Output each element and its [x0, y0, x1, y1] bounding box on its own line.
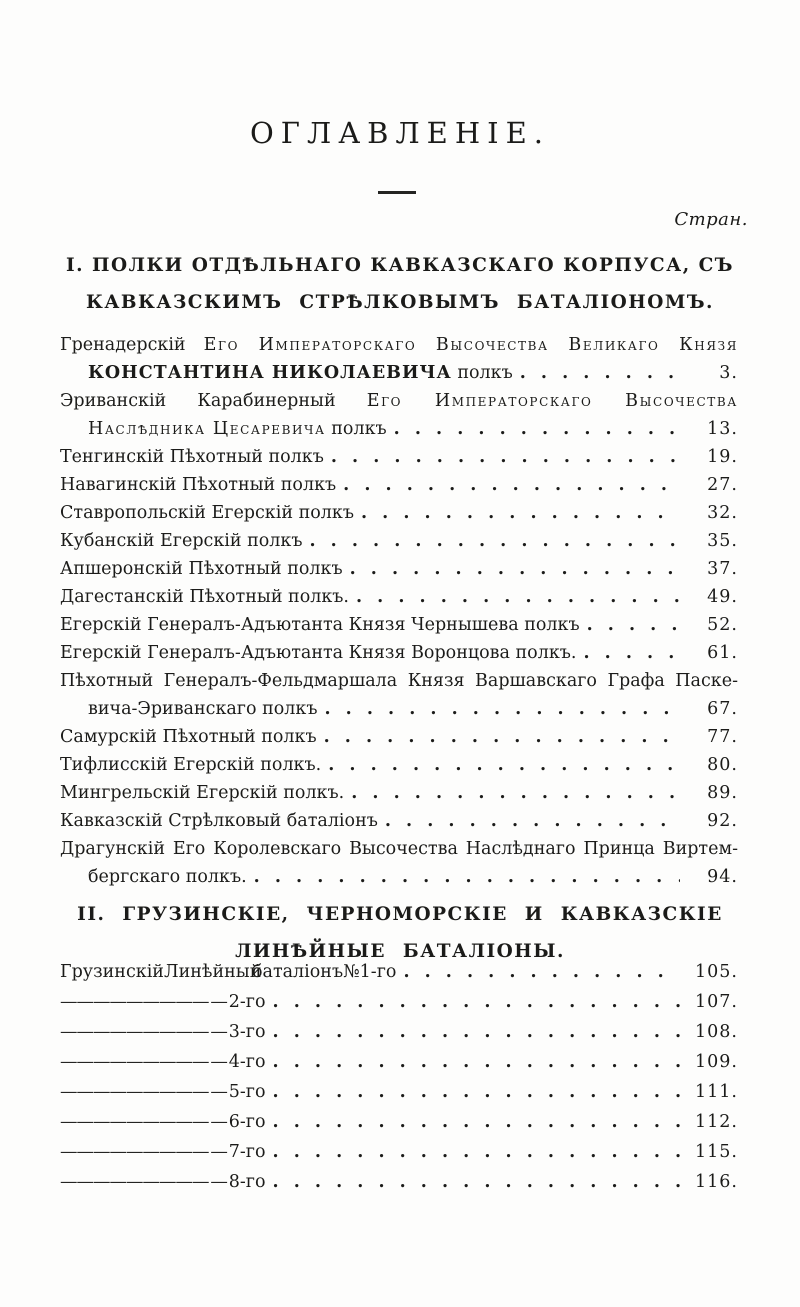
ditto-dash: ——— — [109, 1142, 159, 1162]
dot-leader — [343, 471, 680, 499]
page-number: 49. — [707, 587, 738, 607]
toc-entry-line — [60, 387, 738, 415]
page-number: 105. — [695, 962, 738, 982]
ditto-dash: ——— — [109, 1052, 159, 1072]
section-1-heading-line-2: КАВКАЗСКИМЪ СТРѢЛКОВЫМЪ БАТАЛІОНОМЪ. — [86, 292, 714, 313]
ditto-dash: ——— — [60, 1142, 110, 1162]
ditto-dash: ——— — [159, 1082, 209, 1102]
page-number: 89. — [707, 783, 738, 803]
dot-leader — [587, 611, 680, 639]
page-number: 27. — [707, 475, 738, 495]
page-number: 13. — [707, 419, 738, 439]
page-number: 37. — [707, 559, 738, 579]
ditto-dash: ——— — [159, 1142, 209, 1162]
toc-entry-line — [60, 471, 738, 499]
dot-leader — [254, 863, 680, 891]
ditto-dash-short: — — [210, 1082, 227, 1102]
battalion-number: 6-го — [228, 1112, 266, 1132]
entry-text: Эриванскій Карабинерный — [60, 391, 336, 411]
entry-text: полкъ — [331, 419, 387, 439]
toc-entry-line — [60, 527, 738, 555]
entry-text: Апшеронскій Пѣхотный полкъ — [60, 559, 343, 579]
page-number: 94. — [707, 867, 738, 887]
entry-text-smallcaps: Его Императорскаго Высочества — [366, 391, 738, 411]
ditto-dash-short: — — [210, 1112, 227, 1132]
entry-text-smallcaps: Наслѣдника Цесаревича — [88, 419, 326, 439]
dot-leader — [361, 499, 680, 527]
battalion-row — [60, 1137, 738, 1167]
entry-text: Драгунскій Его Королевскаго Высочества Наслѣднаго Принца Виртем- — [60, 839, 738, 859]
battalion-number: 2-го — [228, 992, 266, 1012]
toc-entry-line — [60, 359, 738, 387]
battalion-word-2: Линѣйный — [163, 962, 262, 982]
entry-text: Навагинскій Пѣхотный полкъ — [60, 475, 337, 495]
numero-sign: № — [343, 962, 360, 982]
page-number: 107. — [695, 992, 738, 1012]
regiments-toc-list — [60, 331, 738, 891]
entry-text: Егерскій Генералъ-Адъютанта Князя Воронцова полкъ. — [60, 643, 577, 663]
battalion-word-3: баталіонъ — [251, 962, 344, 982]
toc-entry-line — [60, 807, 738, 835]
toc-entry-line — [60, 695, 738, 723]
battalion-number: 3-го — [228, 1022, 266, 1042]
dot-leader — [273, 1047, 680, 1077]
ditto-dash: ——— — [159, 1052, 209, 1072]
page-number: 77. — [707, 727, 738, 747]
battalion-number: 8-го — [228, 1172, 266, 1192]
dot-leader — [273, 1017, 680, 1047]
dot-leader — [273, 1107, 680, 1137]
entry-text-smallcaps: Его Императорскаго Высочества Великаго Князя — [203, 335, 738, 355]
toc-entry-line — [60, 723, 738, 751]
entry-text: полкъ — [457, 363, 513, 383]
battalion-row — [60, 1017, 738, 1047]
entry-text: Егерскій Генералъ-Адъютанта Князя Чернышева полкъ — [60, 615, 580, 635]
page-number: 116. — [695, 1172, 738, 1192]
page-number: 67. — [707, 699, 738, 719]
dot-leader — [273, 1077, 680, 1107]
ditto-dash: ——— — [159, 1172, 209, 1192]
dot-leader — [273, 1167, 680, 1197]
section-1-heading — [40, 247, 760, 321]
dot-leader — [583, 639, 680, 667]
battalion-row — [60, 957, 738, 987]
entry-text: Самурскій Пѣхотный полкъ — [60, 727, 317, 747]
ditto-dash: ——— — [109, 1022, 159, 1042]
title-divider-rule — [378, 191, 416, 194]
page-title: ОГЛАВЛЕНІЕ. — [250, 116, 550, 150]
ditto-dash: ——— — [60, 1052, 110, 1072]
page-number: 32. — [707, 503, 738, 523]
battalion-row — [60, 1077, 738, 1107]
entry-text: Тенгинскій Пѣхотный полкъ — [60, 447, 324, 467]
dot-leader — [394, 415, 680, 443]
battalion-row — [60, 1047, 738, 1077]
toc-entry-line — [60, 499, 738, 527]
dot-leader — [331, 443, 680, 471]
ditto-dash-short: — — [210, 1052, 227, 1072]
battalion-word-1: Грузинскій — [60, 962, 164, 982]
page-number: 115. — [695, 1142, 738, 1162]
ditto-dash: ——— — [60, 992, 110, 1012]
section-2-heading-line-1: II. ГРУЗИНСКІЕ, ЧЕРНОМОРСКІЕ И КАВКАЗСКІЕ — [77, 904, 723, 925]
pages-column-label: Стран. — [674, 209, 748, 230]
page-number: 3. — [719, 363, 738, 383]
dot-leader — [324, 723, 680, 751]
page-number: 92. — [707, 811, 738, 831]
page-number: 109. — [695, 1052, 738, 1072]
battalion-number: 5-го — [228, 1082, 266, 1102]
battalion-number: 7-го — [228, 1142, 266, 1162]
battalion-row — [60, 1167, 738, 1197]
ditto-dash: ——— — [60, 1112, 110, 1132]
ditto-dash: ——— — [60, 1172, 110, 1192]
ditto-dash: ——— — [109, 1082, 159, 1102]
toc-entry-line — [60, 443, 738, 471]
entry-text: Кавказскій Стрѣлковый баталіонъ — [60, 811, 378, 831]
page-number: 19. — [707, 447, 738, 467]
toc-entry-line — [60, 611, 738, 639]
page-number: 111. — [695, 1082, 738, 1102]
ditto-dash: ——— — [60, 1082, 110, 1102]
page-number: 80. — [707, 755, 738, 775]
page-number: 108. — [695, 1022, 738, 1042]
dot-leader — [324, 695, 680, 723]
dot-leader — [356, 583, 680, 611]
toc-entry-line — [60, 667, 738, 695]
battalion-row — [60, 987, 738, 1017]
battalion-number: 4-го — [228, 1052, 266, 1072]
dot-leader — [351, 779, 680, 807]
toc-entry-line — [60, 415, 738, 443]
dot-leader — [385, 807, 680, 835]
dot-leader — [520, 359, 680, 387]
battalion-number: 1-го — [359, 962, 397, 982]
ditto-dash-short: — — [210, 992, 227, 1012]
entry-text: Пѣхотный Генералъ-Фельдмаршала Князя Варшавскаго Графа Паске- — [60, 671, 738, 691]
entry-text: Ставропольскій Егерскій полкъ — [60, 503, 354, 523]
dot-leader — [328, 751, 680, 779]
toc-entry-line — [60, 863, 738, 891]
entry-text-caps: КОНСТАНТИНА НИКОЛАЕВИЧА — [88, 363, 452, 383]
dot-leader — [273, 1137, 680, 1167]
dot-leader — [350, 555, 680, 583]
toc-entry-line — [60, 583, 738, 611]
ditto-dash: ——— — [159, 1022, 209, 1042]
page-number: 35. — [707, 531, 738, 551]
dot-leader — [310, 527, 681, 555]
section-2-heading-line-2: ЛИНѢЙНЫЕ БАТАЛІОНЫ. — [235, 941, 565, 962]
toc-entry-line — [60, 751, 738, 779]
entry-text: вича-Эриванскаго полкъ — [88, 699, 318, 719]
ditto-dash: ——— — [60, 1022, 110, 1042]
dot-leader — [273, 987, 680, 1017]
page-number: 112. — [695, 1112, 738, 1132]
ditto-dash: ——— — [109, 1172, 159, 1192]
page-number: 52. — [707, 615, 738, 635]
page-number: 61. — [707, 643, 738, 663]
toc-entry-line — [60, 639, 738, 667]
ditto-dash-short: — — [210, 1022, 227, 1042]
dot-leader — [403, 957, 680, 987]
toc-entry-line — [60, 835, 738, 863]
ditto-dash: ——— — [109, 1112, 159, 1132]
entry-text: Тифлисскій Егерскій полкъ. — [60, 755, 322, 775]
toc-entry-line — [60, 779, 738, 807]
battalions-toc-list — [60, 957, 738, 1197]
ditto-dash: ——— — [159, 1112, 209, 1132]
ditto-dash: ——— — [109, 992, 159, 1012]
toc-entry-line — [60, 331, 738, 359]
entry-text: Мингрельскій Егерскій полкъ. — [60, 783, 345, 803]
entry-text: Дагестанскій Пѣхотный полкъ. — [60, 587, 349, 607]
entry-text: Гренадерскій — [60, 335, 186, 355]
section-1-heading-line-1: I. ПОЛКИ ОТДѢЛЬНАГО КАВКАЗСКАГО КОРПУСА, СЪ — [66, 255, 734, 276]
toc-entry-line — [60, 555, 738, 583]
ditto-dash-short: — — [210, 1142, 227, 1162]
battalion-row — [60, 1107, 738, 1137]
entry-text: бергскаго полкъ. — [88, 867, 247, 887]
ditto-dash: ——— — [159, 992, 209, 1012]
ditto-dash-short: — — [210, 1172, 227, 1192]
entry-text: Кубанскій Егерскій полкъ — [60, 531, 303, 551]
